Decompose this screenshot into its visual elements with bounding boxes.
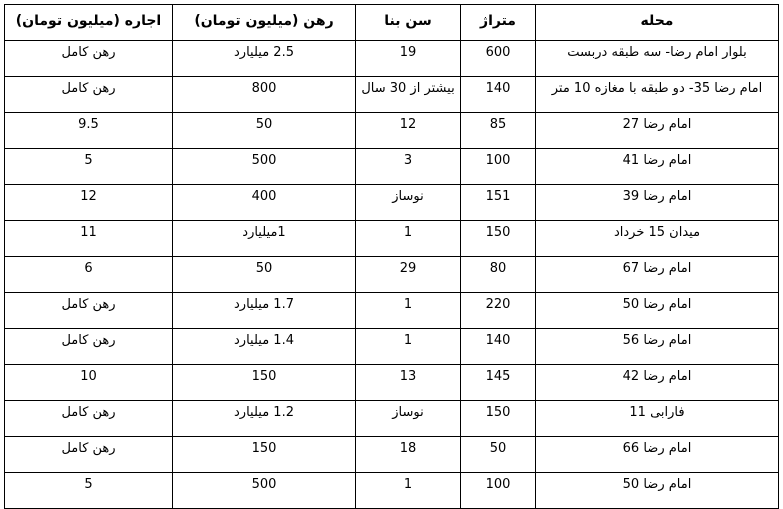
cell-building-age: 13	[356, 365, 461, 401]
cell-area: 140	[461, 329, 536, 365]
cell-deposit: 1.4 میلیارد	[173, 329, 356, 365]
cell-neighborhood: میدان 15 خرداد	[536, 221, 779, 257]
cell-neighborhood: امام رضا 66	[536, 437, 779, 473]
table-row	[5, 185, 779, 221]
cell-rent: 5	[5, 473, 173, 509]
cell-building-age: 1	[356, 293, 461, 329]
cell-rent: رهن کامل	[5, 41, 173, 77]
cell-area: 220	[461, 293, 536, 329]
cell-neighborhood: امام رضا 42	[536, 365, 779, 401]
cell-rent: رهن کامل	[5, 77, 173, 113]
cell-rent: 11	[5, 221, 173, 257]
cell-building-age: 29	[356, 257, 461, 293]
cell-area: 140	[461, 77, 536, 113]
cell-building-age: 1	[356, 329, 461, 365]
table-row	[5, 41, 779, 77]
cell-building-age: بیشتر از 30 سال	[356, 77, 461, 113]
cell-area: 50	[461, 437, 536, 473]
cell-neighborhood: امام رضا 39	[536, 185, 779, 221]
cell-area: 80	[461, 257, 536, 293]
cell-deposit: 800	[173, 77, 356, 113]
cell-rent: 5	[5, 149, 173, 185]
table-row	[5, 113, 779, 149]
table-row	[5, 329, 779, 365]
table-row	[5, 473, 779, 509]
cell-rent: رهن کامل	[5, 293, 173, 329]
cell-area: 151	[461, 185, 536, 221]
cell-rent: 10	[5, 365, 173, 401]
property-listing-table	[4, 4, 779, 509]
cell-deposit: 400	[173, 185, 356, 221]
table-row	[5, 221, 779, 257]
cell-rent: 9.5	[5, 113, 173, 149]
cell-area: 100	[461, 149, 536, 185]
table-row	[5, 257, 779, 293]
cell-area: 100	[461, 473, 536, 509]
cell-neighborhood: امام رضا 67	[536, 257, 779, 293]
cell-neighborhood: فارابی 11	[536, 401, 779, 437]
cell-deposit: 500	[173, 473, 356, 509]
cell-neighborhood: امام رضا 35- دو طبقه با مغازه 10 متر	[536, 77, 779, 113]
table-row	[5, 293, 779, 329]
cell-building-age: 18	[356, 437, 461, 473]
cell-building-age: 3	[356, 149, 461, 185]
cell-rent: 6	[5, 257, 173, 293]
cell-rent: 12	[5, 185, 173, 221]
cell-deposit: 2.5 میلیارد	[173, 41, 356, 77]
cell-area: 145	[461, 365, 536, 401]
cell-deposit: 1میلیارد	[173, 221, 356, 257]
cell-deposit: 500	[173, 149, 356, 185]
cell-building-age: نوساز	[356, 401, 461, 437]
header-row	[5, 5, 779, 41]
table-row	[5, 149, 779, 185]
cell-building-age: نوساز	[356, 185, 461, 221]
header-neighborhood: محله	[536, 5, 779, 41]
cell-area: 150	[461, 401, 536, 437]
cell-neighborhood: امام رضا 41	[536, 149, 779, 185]
cell-neighborhood: امام رضا 27	[536, 113, 779, 149]
cell-neighborhood: امام رضا 56	[536, 329, 779, 365]
cell-deposit: 1.7 میلیارد	[173, 293, 356, 329]
cell-building-age: 1	[356, 221, 461, 257]
cell-neighborhood: امام رضا 50	[536, 473, 779, 509]
cell-neighborhood: امام رضا 50	[536, 293, 779, 329]
table-row	[5, 77, 779, 113]
header-area: متراژ	[461, 5, 536, 41]
cell-area: 85	[461, 113, 536, 149]
header-deposit: رهن (میلیون تومان)	[173, 5, 356, 41]
cell-rent: رهن کامل	[5, 329, 173, 365]
cell-area: 150	[461, 221, 536, 257]
header-rent: اجاره (میلیون تومان)	[5, 5, 173, 41]
cell-building-age: 19	[356, 41, 461, 77]
cell-deposit: 150	[173, 365, 356, 401]
cell-deposit: 1.2 میلیارد	[173, 401, 356, 437]
cell-building-age: 1	[356, 473, 461, 509]
table-row	[5, 437, 779, 473]
cell-deposit: 50	[173, 113, 356, 149]
table-row	[5, 401, 779, 437]
cell-area: 600	[461, 41, 536, 77]
cell-deposit: 50	[173, 257, 356, 293]
cell-deposit: 150	[173, 437, 356, 473]
header-building-age: سن بنا	[356, 5, 461, 41]
cell-neighborhood: بلوار امام رضا- سه طبقه دربست	[536, 41, 779, 77]
cell-building-age: 12	[356, 113, 461, 149]
cell-rent: رهن کامل	[5, 437, 173, 473]
table-row	[5, 365, 779, 401]
cell-rent: رهن کامل	[5, 401, 173, 437]
